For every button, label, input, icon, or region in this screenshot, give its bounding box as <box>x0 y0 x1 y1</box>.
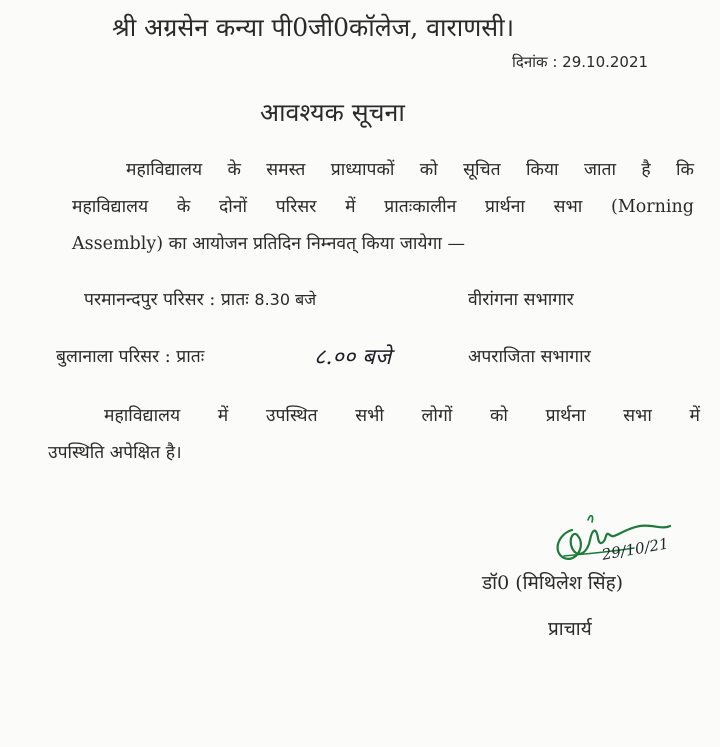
notice-heading: आवश्यक सूचना <box>260 98 405 127</box>
paragraph-line: महाविद्यालय के दोनों परिसर में प्रातःकालीन प्रार्थना सभा (Morning <box>72 197 694 217</box>
separator: : <box>159 347 177 367</box>
schedule-row-parmanandpur <box>84 287 316 311</box>
hall-name: अपराजिता सभागार <box>468 347 591 367</box>
time-prefix: प्रातः <box>220 290 255 310</box>
principal-name: डॉ0 (मिथिलेश सिंह) <box>482 572 624 594</box>
signature-date: 29/10/21 <box>600 534 670 564</box>
handwritten-time: ८.०० बजे <box>314 345 392 370</box>
principal-designation: प्राचार्य <box>548 618 592 640</box>
campus-name: परमानन्दपुर परिसर <box>84 290 204 310</box>
hall-name: वीरांगना सभागार <box>468 290 574 310</box>
notice-date: दिनांक : 29.10.2021 <box>512 53 649 71</box>
separator: : <box>203 290 221 310</box>
campus-name: बुलानाला परिसर <box>56 347 160 367</box>
paragraph-line: महाविद्यालय के समस्त प्राध्यापकों को सूचित किया जाता है कि <box>126 160 694 180</box>
schedule-row-bulanala <box>56 344 204 368</box>
paragraph-line: उपस्थिति अपेक्षित है। <box>48 443 182 463</box>
notice-paragraph-1 <box>72 152 694 263</box>
college-name: श्री अग्रसेन कन्या पी0जी0कॉलेज, वाराणसी। <box>112 13 515 42</box>
notice-paragraph-2 <box>48 398 700 472</box>
paragraph-line: Assembly) का आयोजन प्रतिदिन निम्नवत् किया जायेगा — <box>72 234 466 254</box>
time-prefix: प्रातः <box>176 347 205 367</box>
assembly-time: 8.30 बजे <box>254 290 317 309</box>
paragraph-line: महाविद्यालय में उपस्थित सभी लोगों को प्रार्थना सभा में <box>104 406 700 426</box>
